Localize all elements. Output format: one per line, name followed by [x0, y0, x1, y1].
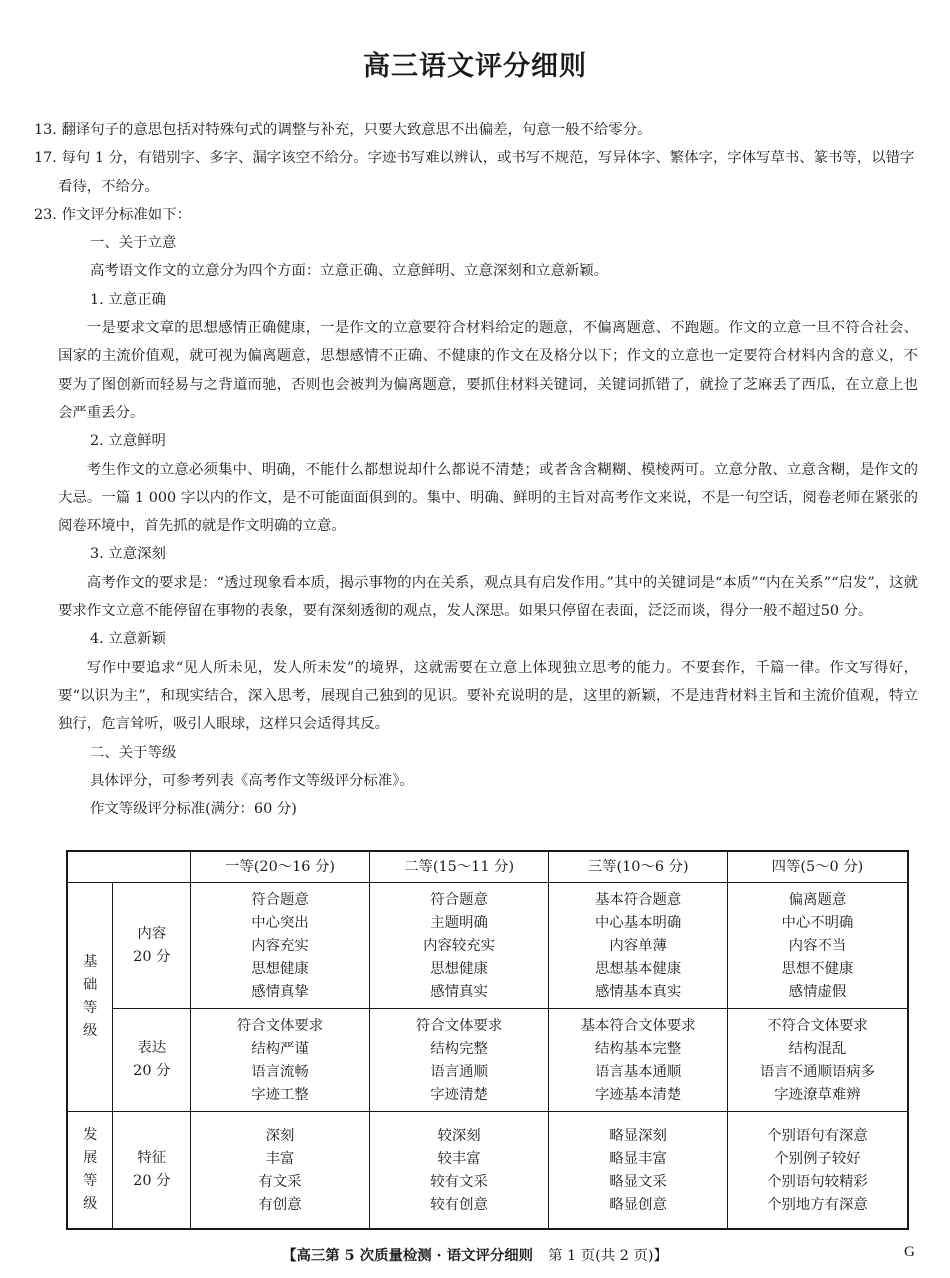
cell-line: 个别语句有深意: [767, 1127, 868, 1144]
group-basic-char: 基: [83, 954, 98, 970]
cell-line: 感情基本真实: [594, 984, 682, 1000]
cell-features-grade-4: [727, 1112, 908, 1229]
point-1-title: 1. 立意正确: [90, 291, 166, 308]
point-1-text: 一是要求文章的思想感情正确健康，一是作文的立意要符合材料给定的题意，不偏离题意、不跑题。作文的立意一旦不符合社会、国家的主流价值观，就可视为偏离题意，思想感情不正确、不健康的作文在及格分以下；作文的立意也一定要符合材料内含的意义，不要为了图创新而轻易与之背道而驰，否则也会被判为偏离题意，要抓住材料关键词，关键词抓错了，就捡了芝麻丢了西瓜，在立意上也会严重丢分。: [58, 320, 918, 421]
cell-line: 结构完整: [430, 1041, 488, 1057]
cell-line: 感情真实: [430, 984, 488, 1000]
cell-line: 中心基本明确: [594, 915, 682, 931]
cell-line: 个别语句较精彩: [767, 1173, 868, 1190]
row-label-features: [113, 1112, 191, 1229]
cell-line: 个别地方有深意: [767, 1196, 868, 1213]
row-label-content: [113, 883, 191, 1009]
cell-line: 丰富: [265, 1150, 295, 1167]
document-body: [34, 116, 918, 823]
cell-line: 思想健康: [430, 961, 488, 977]
cell-line: 基本符合文体要求: [580, 1018, 696, 1034]
header-grade-2: 二等(15～11 分): [369, 851, 549, 883]
cell-line: 略显文采: [609, 1173, 667, 1190]
cell-line: 思想基本健康: [594, 961, 682, 977]
section-1-intro: 高考语文作文的立意分为四个方面：立意正确、立意鲜明、立意深刻和立意新颖。: [90, 263, 609, 280]
cell-expression-grade-3: [549, 1009, 728, 1112]
grading-table: [66, 850, 909, 1230]
cell-line: 深刻: [265, 1127, 295, 1144]
row-points: 20 分: [133, 1063, 171, 1079]
table-row-expression: [67, 1009, 908, 1112]
section-2-title: 二、关于等级: [90, 744, 177, 761]
group-basic-char: 等: [83, 1000, 98, 1016]
cell-features-grade-1: [191, 1112, 370, 1229]
item-23: 23. 作文评分标准如下：: [34, 206, 191, 223]
cell-line: 主题明确: [430, 915, 488, 931]
item-17-line-1: 17. 每句 1 分，有错别字、多字、漏字该空不给分。字迹书写难以辨认，或书写不规范，写异体字、繁体字，字体写草书、篆书等，以错字: [34, 150, 915, 167]
cell-line: 符合文体要求: [415, 1018, 503, 1034]
table-corner-cell: [67, 851, 191, 883]
cell-line: 较深刻: [437, 1127, 481, 1144]
point-2-text: 考生作文的立意必须集中、明确，不能什么都想说却什么都说不清楚；或者含含糊糊、模棱两可。立意分散、立意含糊，是作文的大忌。一篇 1 000 字以内的作文，是不可能面面俱到的。集中、明确、鲜明的主旨对高考作文来说，不是一句空话，阅卷老师在紧张的阅卷环境中，首先抓的就是作文明确的立意。: [58, 461, 918, 535]
header-grade-4: 四等(5～0 分): [727, 851, 908, 883]
cell-line: 内容不当: [788, 938, 847, 954]
group-dev-char: 发: [83, 1126, 98, 1143]
cell-line: 有创意: [258, 1196, 302, 1213]
cell-line: 思想不健康: [781, 961, 854, 977]
group-basic-char: 础: [83, 977, 98, 993]
table-header-row: [67, 851, 908, 883]
point-4-title: 4. 立意新颖: [90, 631, 166, 648]
cell-line: 语言流畅: [251, 1064, 309, 1080]
cell-line: 结构严谨: [251, 1041, 309, 1057]
cell-line: 有文采: [258, 1173, 302, 1190]
group-dev-char: 等: [83, 1172, 98, 1189]
cell-expression-grade-1: [191, 1009, 370, 1112]
cell-line: 略显创意: [609, 1196, 667, 1213]
cell-line: 字迹工整: [251, 1087, 309, 1103]
cell-line: 符合题意: [430, 892, 488, 908]
footer-corner-mark: G: [904, 1244, 915, 1260]
cell-features-grade-2: [369, 1112, 549, 1229]
cell-line: 中心不明确: [781, 915, 854, 931]
cell-content-grade-2: [369, 883, 549, 1009]
cell-expression-grade-4: [727, 1009, 908, 1112]
cell-line: 语言基本通顺: [594, 1064, 682, 1080]
page-footer: [0, 1244, 950, 1265]
cell-line: 符合文体要求: [236, 1018, 324, 1034]
group-dev-char: 级: [83, 1195, 98, 1212]
cell-content-grade-1: [191, 883, 370, 1009]
cell-line: 思想健康: [251, 961, 309, 977]
cell-expression-grade-2: [369, 1009, 549, 1112]
row-name: 表达: [137, 1040, 167, 1056]
group-dev-label: [67, 1112, 113, 1229]
row-points: 20 分: [133, 1172, 171, 1189]
footer-page-number: 第 1 页(共 2 页)】: [548, 1248, 668, 1264]
section-1-title: 一、关于立意: [90, 235, 177, 252]
cell-line: 字迹清楚: [430, 1087, 488, 1103]
page-title: 高三语文评分细则: [363, 51, 587, 82]
cell-line: 感情真挚: [251, 984, 309, 1000]
table-row-content: [67, 883, 908, 1009]
point-4-text: 写作中要追求“见人所未见，发人所未发”的境界，这就需要在立意上体现独立思考的能力。不要套作，千篇一律。作文写得好，要“以识为主”，和现实结合，深入思考，展现自己独到的见识。要补充说明的是，这里的新颖，不是违背材料主旨和主流价值观，特立独行，危言耸听，吸引人眼球，这样只会适得其反。: [58, 659, 918, 733]
cell-line: 字迹基本清楚: [594, 1087, 682, 1103]
cell-line: 略显丰富: [609, 1150, 667, 1167]
row-name: 特征: [137, 1149, 167, 1166]
cell-line: 内容单薄: [609, 938, 667, 954]
table-caption: 作文等级评分标准(满分：60 分): [90, 801, 297, 818]
footer-source: 【高三第 5 次质量检测 · 语文评分细则: [282, 1247, 534, 1264]
cell-line: 语言通顺: [430, 1064, 488, 1080]
group-dev-char: 展: [83, 1149, 98, 1166]
cell-line: 语言不通顺语病多: [759, 1064, 876, 1080]
header-grade-3: 三等(10～6 分): [549, 851, 728, 883]
cell-line: 个别例子较好: [774, 1150, 861, 1167]
cell-line: 较有文采: [430, 1173, 488, 1190]
item-13: 13. 翻译句子的意思包括对特殊句式的调整与补充，只要大致意思不出偏差，句意一般不给零分。: [34, 122, 652, 138]
table-row-features: [67, 1112, 908, 1229]
row-points: 20 分: [133, 948, 171, 965]
header-grade-1: 一等(20～16 分): [191, 851, 370, 883]
item-17-line-2: 看待，不给分。: [58, 178, 159, 195]
group-basic-char: 级: [83, 1023, 98, 1039]
point-3-text: 高考作文的要求是：“透过现象看本质，揭示事物的内在关系，观点具有启发作用。”其中的关键词是“本质”“内在关系”“启发”，这就要求作文立意不能停留在事物的表象，要有深刻透彻的观点，发人深思。如果只停留在表面，泛泛而谈，得分一般不超过50 分。: [58, 574, 918, 620]
cell-line: 符合题意: [251, 892, 309, 908]
cell-content-grade-3: [549, 883, 728, 1009]
cell-line: 基本符合题意: [594, 892, 682, 908]
cell-line: 内容充实: [251, 938, 309, 954]
row-label-expression: [113, 1009, 191, 1112]
point-3-title: 3. 立意深刻: [90, 546, 166, 563]
cell-line: 内容较充实: [423, 938, 496, 954]
cell-line: 较丰富: [437, 1150, 481, 1167]
cell-features-grade-3: [549, 1112, 728, 1229]
group-basic-label: [67, 883, 113, 1112]
cell-line: 感情虚假: [788, 984, 847, 1000]
point-2-title: 2. 立意鲜明: [90, 433, 166, 450]
cell-line: 字迹潦草难辨: [774, 1087, 861, 1103]
cell-line: 偏离题意: [788, 892, 847, 908]
cell-line: 结构混乱: [788, 1041, 847, 1057]
section-2-intro: 具体评分，可参考列表《高考作文等级评分标准》。: [90, 772, 414, 789]
cell-line: 中心突出: [251, 915, 309, 931]
cell-line: 较有创意: [430, 1196, 488, 1213]
cell-line: 不符合文体要求: [767, 1018, 868, 1034]
cell-line: 略显深刻: [609, 1127, 667, 1144]
cell-content-grade-4: [727, 883, 908, 1009]
row-name: 内容: [137, 925, 167, 942]
cell-line: 结构基本完整: [594, 1041, 682, 1057]
